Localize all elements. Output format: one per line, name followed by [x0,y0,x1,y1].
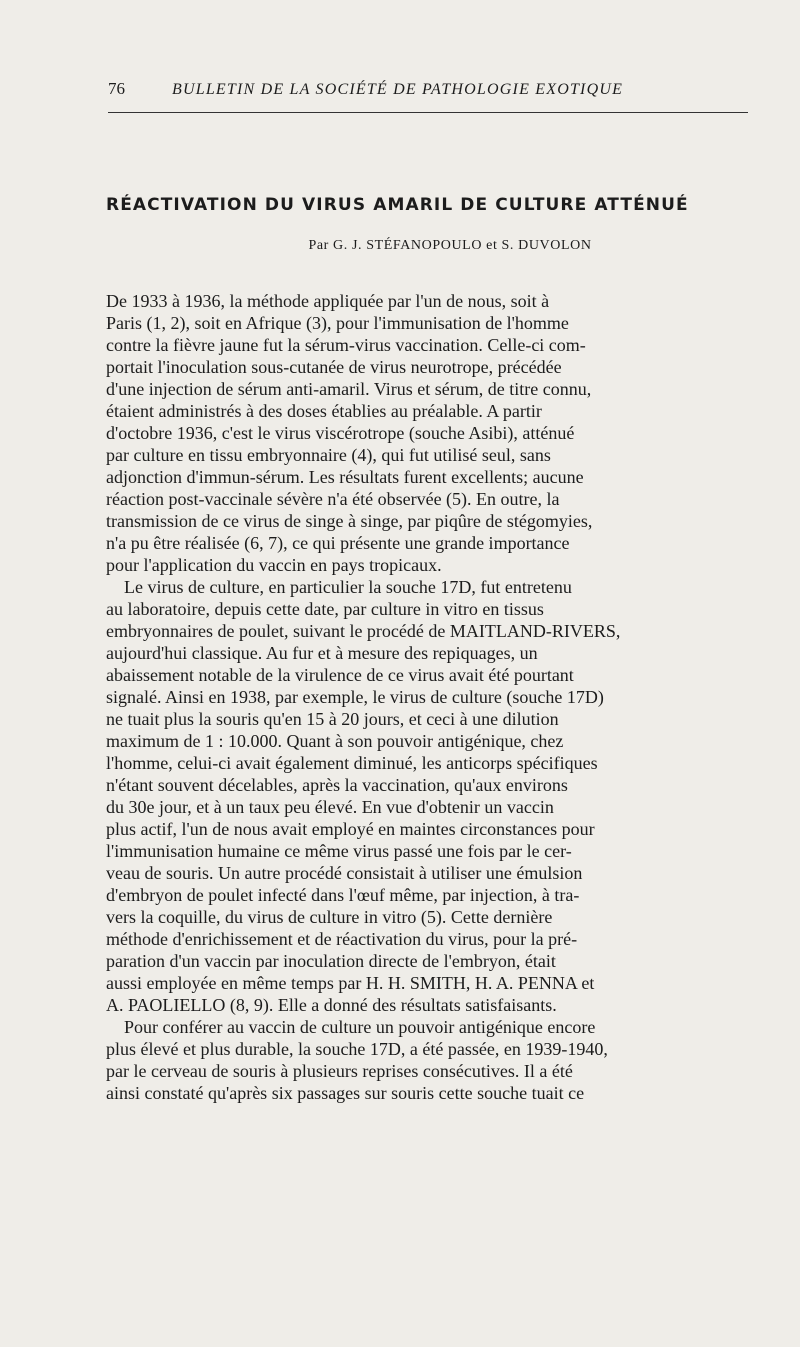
text-line: étaient administrés à des doses établies au préalable. A partir [106,401,542,421]
text-line: embryonnaires de poulet, suivant le procédé de MAITLAND-RIVERS, [106,621,621,641]
text-line: plus élevé et plus durable, la souche 17D, a été passée, en 1939-1940, [106,1039,608,1059]
text-line: n'étant souvent décelables, après la vaccination, qu'aux environs [106,775,568,795]
text-line: adjonction d'immun-sérum. Les résultats furent excellents; aucune [106,467,584,487]
text-line: plus actif, l'un de nous avait employé en maintes circonstances pour [106,819,595,839]
text-line: d'une injection de sérum anti-amaril. Virus et sérum, de titre connu, [106,379,592,399]
text-line: transmission de ce virus de singe à singe, par piqûre de stégomyies, [106,511,593,531]
text-line: portait l'inoculation sous-cutanée de virus neurotrope, précédée [106,357,562,377]
text-line: veau de souris. Un autre procédé consistait à utiliser une émulsion [106,863,583,883]
running-title: BULLETIN DE LA SOCIÉTÉ DE PATHOLOGIE EXOTIQUE [172,81,624,98]
text-line: par le cerveau de souris à plusieurs reprises consécutives. Il a été [106,1061,573,1081]
text-line: l'immunisation humaine ce même virus passé une fois par le cer- [106,841,572,861]
page-header [108,76,748,106]
text-line: du 30e jour, et à un taux peu élevé. En vue d'obtenir un vaccin [106,797,554,817]
text-line: signalé. Ainsi en 1938, par exemple, le virus de culture (souche 17D) [106,687,604,707]
text-line: Pour conférer au vaccin de culture un pouvoir antigénique encore [124,1017,596,1037]
text-line: par culture en tissu embryonnaire (4), qui fut utilisé seul, sans [106,445,551,465]
text-line: au laboratoire, depuis cette date, par culture in vitro en tissus [106,599,544,619]
text-line: Paris (1, 2), soit en Afrique (3), pour l'immunisation de l'homme [106,313,569,333]
header-rule [108,112,748,113]
text-line: l'homme, celui-ci avait également diminué, les anticorps spécifiques [106,753,598,773]
text-line: d'embryon de poulet infecté dans l'œuf même, par injection, à tra- [106,885,580,905]
text-line: aujourd'hui classique. Au fur et à mesure des repiquages, un [106,643,538,663]
page-number: 76 [108,79,125,98]
text-line: maximum de 1 : 10.000. Quant à son pouvoir antigénique, chez [106,731,564,751]
text-line: aussi employée en même temps par H. H. SMITH, H. A. PENNA et [106,973,595,993]
text-line: ne tuait plus la souris qu'en 15 à 20 jours, et ceci à une dilution [106,709,559,729]
text-line: Le virus de culture, en particulier la souche 17D, fut entretenu [124,577,572,597]
text-line: d'octobre 1936, c'est le virus viscérotrope (souche Asibi), atténué [106,423,575,443]
text-line: méthode d'enrichissement et de réactivation du virus, pour la pré- [106,929,578,949]
article-body [106,290,766,1104]
text-line: réaction post-vaccinale sévère n'a été observée (5). En outre, la [106,489,560,509]
text-line: abaissement notable de la virulence de ce virus avait été pourtant [106,665,574,685]
article-byline: Par G. J. STÉFANOPOULO et S. DUVOLON [308,238,592,253]
text-line: n'a pu être réalisée (6, 7), ce qui présente une grande importance [106,533,570,553]
article-title: RÉACTIVATION DU VIRUS AMARIL DE CULTURE ATTÉNUÉ [106,195,689,215]
text-line: paration d'un vaccin par inoculation directe de l'embryon, était [106,951,556,971]
text-line: ainsi constaté qu'après six passages sur souris cette souche tuait ce [106,1083,585,1103]
text-line: vers la coquille, du virus de culture in vitro (5). Cette dernière [106,907,553,927]
text-line: contre la fièvre jaune fut la sérum-virus vaccination. Celle-ci com- [106,335,586,355]
text-line: De 1933 à 1936, la méthode appliquée par l'un de nous, soit à [106,291,550,311]
text-line: A. PAOLIELLO (8, 9). Elle a donné des résultats satisfaisants. [106,995,557,1015]
text-line: pour l'application du vaccin en pays tropicaux. [106,555,442,575]
